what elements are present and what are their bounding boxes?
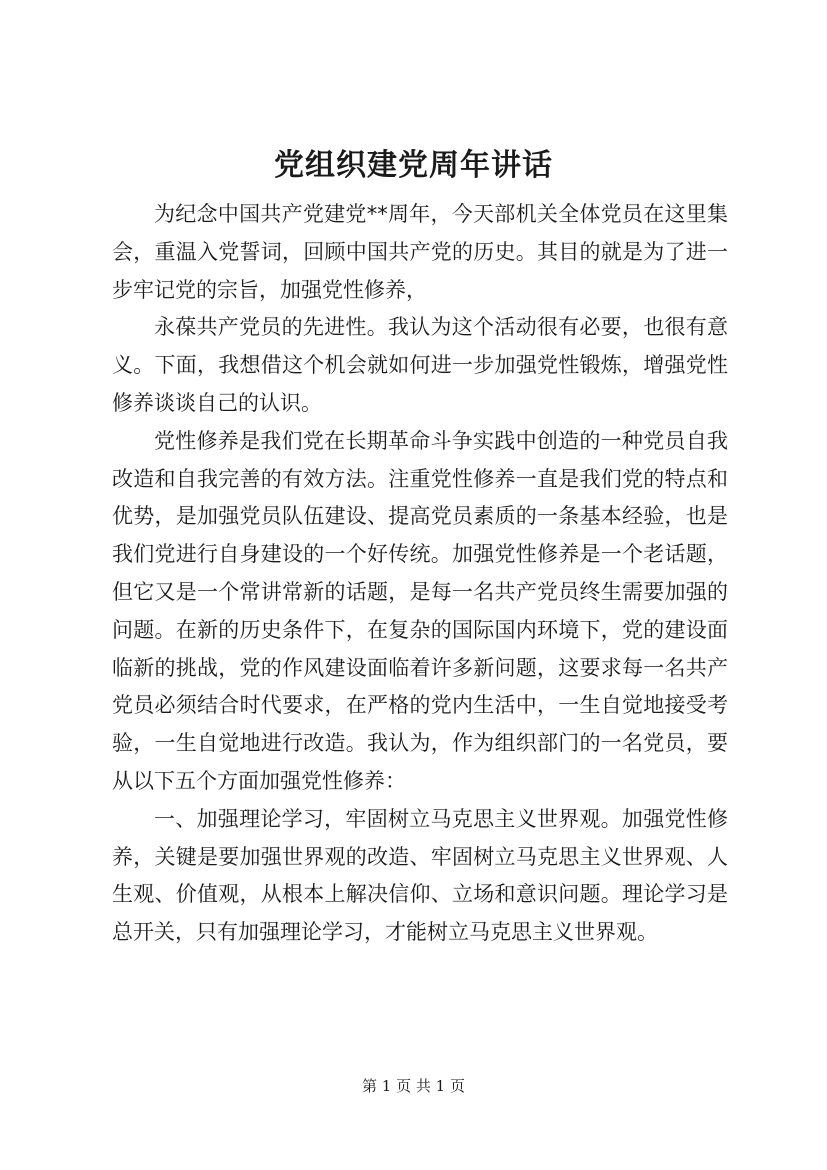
document-body bbox=[112, 196, 728, 952]
paragraph-4: 一、加强理论学习，牢固树立马克思主义世界观。加强党性修养，关键是要加强世界观的改造、牢固树立马克思主义世界观、人生观、价值观，从根本上解决信仰、立场和意识问题。理论学习是总开关，只有加强理论学习，才能树立马克思主义世界观。 bbox=[112, 806, 728, 945]
paragraph-2: 永葆共产党员的先进性。我认为这个活动很有必要，也很有意义。下面，我想借这个机会就如何进一步加强党性锻炼，增强党性修养谈谈自己的认识。 bbox=[112, 315, 728, 415]
page-number-footer: 第 1 页 共 1 页 bbox=[362, 1077, 465, 1095]
paragraph-3: 党性修养是我们党在长期革命斗争实践中创造的一种党员自我改造和自我完善的有效方法。注重党性修养一直是我们党的特点和优势，是加强党员队伍建设、提高党员素质的一条基本经验，也是我们党进行自身建设的一个好传统。加强党性修养是一个老话题，但它又是一个常讲常新的话题，是每一名共产党员终生需要加强的问题。在新的历史条件下，在复杂的国际国内环境下，党的建设面临新的挑战，党的作风建设面临着许多新问题，这要求每一名共产党员必须结合时代要求，在严格的党内生活中，一生自觉地接受考验，一生自觉地进行改造。我认为，作为组织部门的一名党员，要从以下五个方面加强党性修养： bbox=[112, 428, 728, 793]
paragraph-1: 为纪念中国共产党建党**周年，今天部机关全体党员在这里集会，重温入党誓词，回顾中国共产党的历史。其目的就是为了进一步牢记党的宗旨，加强党性修养， bbox=[112, 202, 728, 302]
document-title: 党组织建党周年讲话 bbox=[274, 148, 553, 183]
